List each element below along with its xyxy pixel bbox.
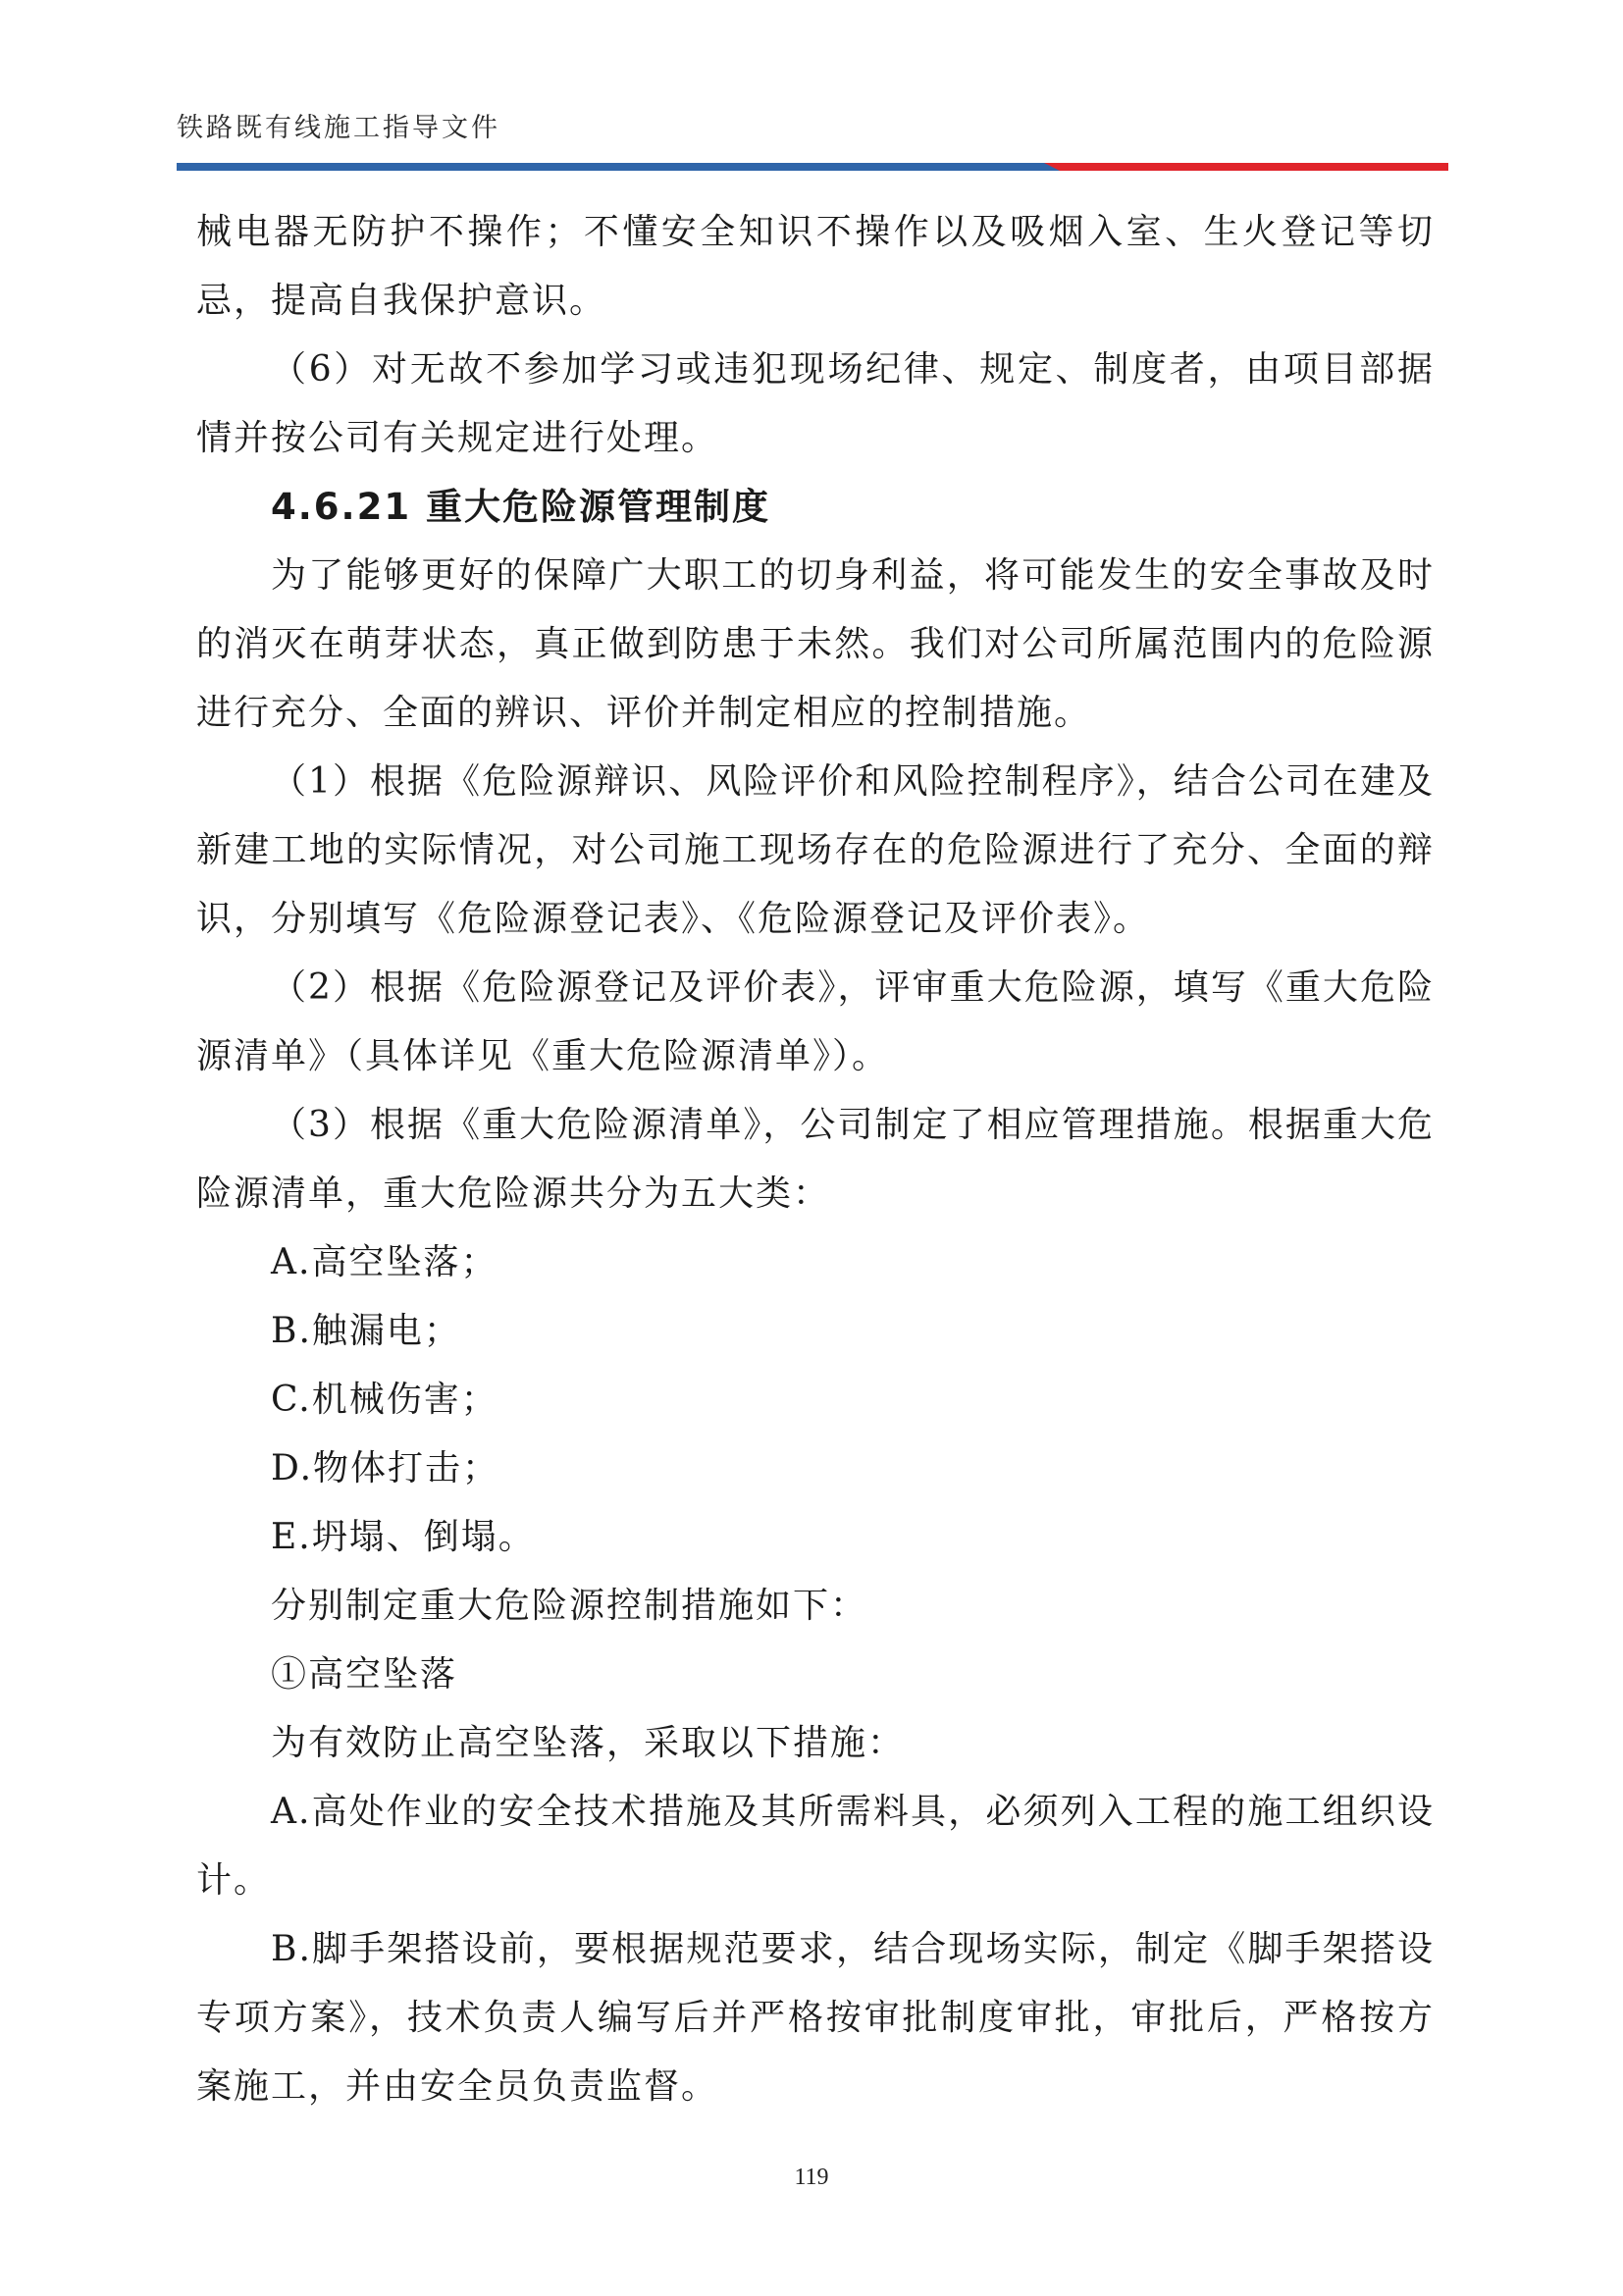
paragraph-measure-a: A.高处作业的安全技术措施及其所需料具，必须列入工程的施工组织设计。 <box>196 1792 1435 1901</box>
paragraph-measure-b: B.脚手架搭设前，要根据规范要求，结合现场实际，制定《脚手架搭设专项方案》，技术负责人编写后并严格按审批制度审批，审批后，严格按方案施工，并由安全员负责监督。 <box>196 1929 1435 2107</box>
document-body <box>196 198 1435 2121</box>
page-number: 119 <box>794 2165 829 2190</box>
subsection-title: ①高空坠落 <box>271 1654 458 1695</box>
paragraph-continued: 械电器无防护不操作；不懂安全知识不操作以及吸烟入室、生火登记等切忌，提高自我保护意识。 <box>196 212 1435 321</box>
paragraph-measures-intro: 分别制定重大危险源控制措施如下： <box>271 1586 868 1626</box>
header-rule-wedge <box>1044 163 1060 171</box>
category-item: E.坍塌、倒塌。 <box>271 1517 536 1557</box>
section-heading: 4.6.21 重大危险源管理制度 <box>271 486 770 528</box>
header-rule-blue <box>177 163 1060 171</box>
paragraph-item-2: （2）根据《危险源登记及评价表》，评审重大危险源，填写《重大危险源清单》（具体详见《重大危险源清单》）。 <box>196 967 1435 1076</box>
category-item: B.触漏电； <box>271 1311 461 1351</box>
category-item: A.高空坠落； <box>271 1242 498 1282</box>
category-item: C.机械伤害； <box>271 1380 498 1420</box>
category-item: D.物体打击； <box>271 1448 500 1488</box>
paragraph-intro: 为了能够更好的保障广大职工的切身利益，将可能发生的安全事故及时的消灭在萌芽状态，真正做到防患于未然。我们对公司所属范围内的危险源进行充分、全面的辨识、评价并制定相应的控制措施。 <box>196 555 1435 733</box>
header-rule <box>177 163 1448 171</box>
header-rule-red <box>1060 163 1448 171</box>
paragraph-item-6: （6）对无故不参加学习或违犯现场纪律、规定、制度者，由项目部据情并按公司有关规定进行处理。 <box>196 349 1435 458</box>
paragraph-item-1: （1）根据《危险源辩识、风险评价和风险控制程序》，结合公司在建及新建工地的实际情况，对公司施工现场存在的危险源进行了充分、全面的辩识，分别填写《危险源登记表》、《危险源登记及评价表》。 <box>196 761 1435 939</box>
paragraph-item-3: （3）根据《重大危险源清单》，公司制定了相应管理措施。根据重大危险源清单，重大危险源共分为五大类： <box>196 1105 1435 1214</box>
paragraph-measures-lead: 为有效防止高空坠落，采取以下措施： <box>271 1723 906 1763</box>
running-header: 铁路既有线施工指导文件 <box>177 113 500 143</box>
